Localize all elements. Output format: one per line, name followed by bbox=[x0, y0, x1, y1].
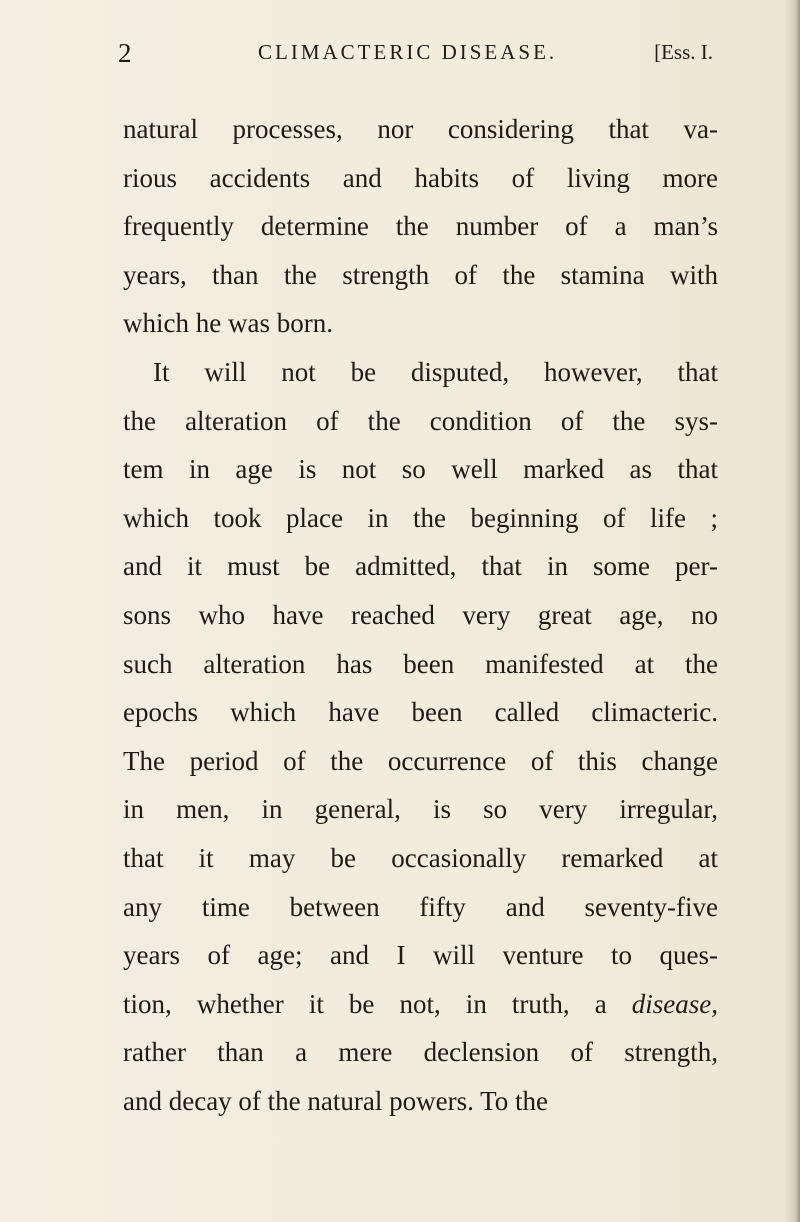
text-line bbox=[123, 980, 718, 1029]
text-line: years of age; and I will venture to ques- bbox=[123, 940, 718, 971]
text-line: years, than the strength of the stamina with bbox=[123, 259, 718, 290]
line-text: tion, whether it be not, in truth, a bbox=[123, 988, 607, 1019]
text-line: and it must be admitted, that in some per- bbox=[123, 551, 718, 582]
text-line: which he was born. bbox=[123, 308, 333, 339]
page-number: 2 bbox=[118, 38, 132, 68]
text-line: epochs which have been called climacteric. bbox=[123, 697, 718, 728]
text-line: rather than a mere declension of strength, bbox=[123, 1037, 718, 1068]
paragraph-start-line: It will not be disputed, however, that bbox=[153, 356, 718, 387]
text-line: frequently determine the number of a man’s bbox=[123, 211, 718, 242]
running-title: CLIMACTERIC DISEASE. bbox=[258, 40, 558, 64]
text-line: any time between fifty and seventy-five bbox=[123, 891, 718, 922]
text-line: and decay of the natural powers. To the bbox=[123, 1085, 548, 1116]
text-line: rious accidents and habits of living more bbox=[123, 162, 718, 193]
emphasized-word: disease, bbox=[631, 988, 718, 1019]
text-line: such alteration has been manifested at the bbox=[123, 648, 718, 679]
text-line: which took place in the beginning of life ; bbox=[123, 502, 718, 533]
essay-marker: [Ess. I. bbox=[654, 40, 713, 64]
text-line: sons who have reached very great age, no bbox=[123, 599, 718, 630]
text-line: The period of the occurrence of this change bbox=[123, 745, 718, 776]
text-line: tem in age is not so well marked as that bbox=[123, 454, 718, 485]
text-line: the alteration of the condition of the sys- bbox=[123, 405, 718, 436]
text-line: that it may be occasionally remarked at bbox=[123, 842, 718, 873]
body-text bbox=[123, 105, 718, 1125]
page-edge-shadow bbox=[784, 0, 800, 1222]
text-line: natural processes, nor considering that va- bbox=[123, 114, 718, 144]
text-line: in men, in general, is so very irregular, bbox=[123, 794, 718, 825]
running-header bbox=[118, 38, 713, 78]
